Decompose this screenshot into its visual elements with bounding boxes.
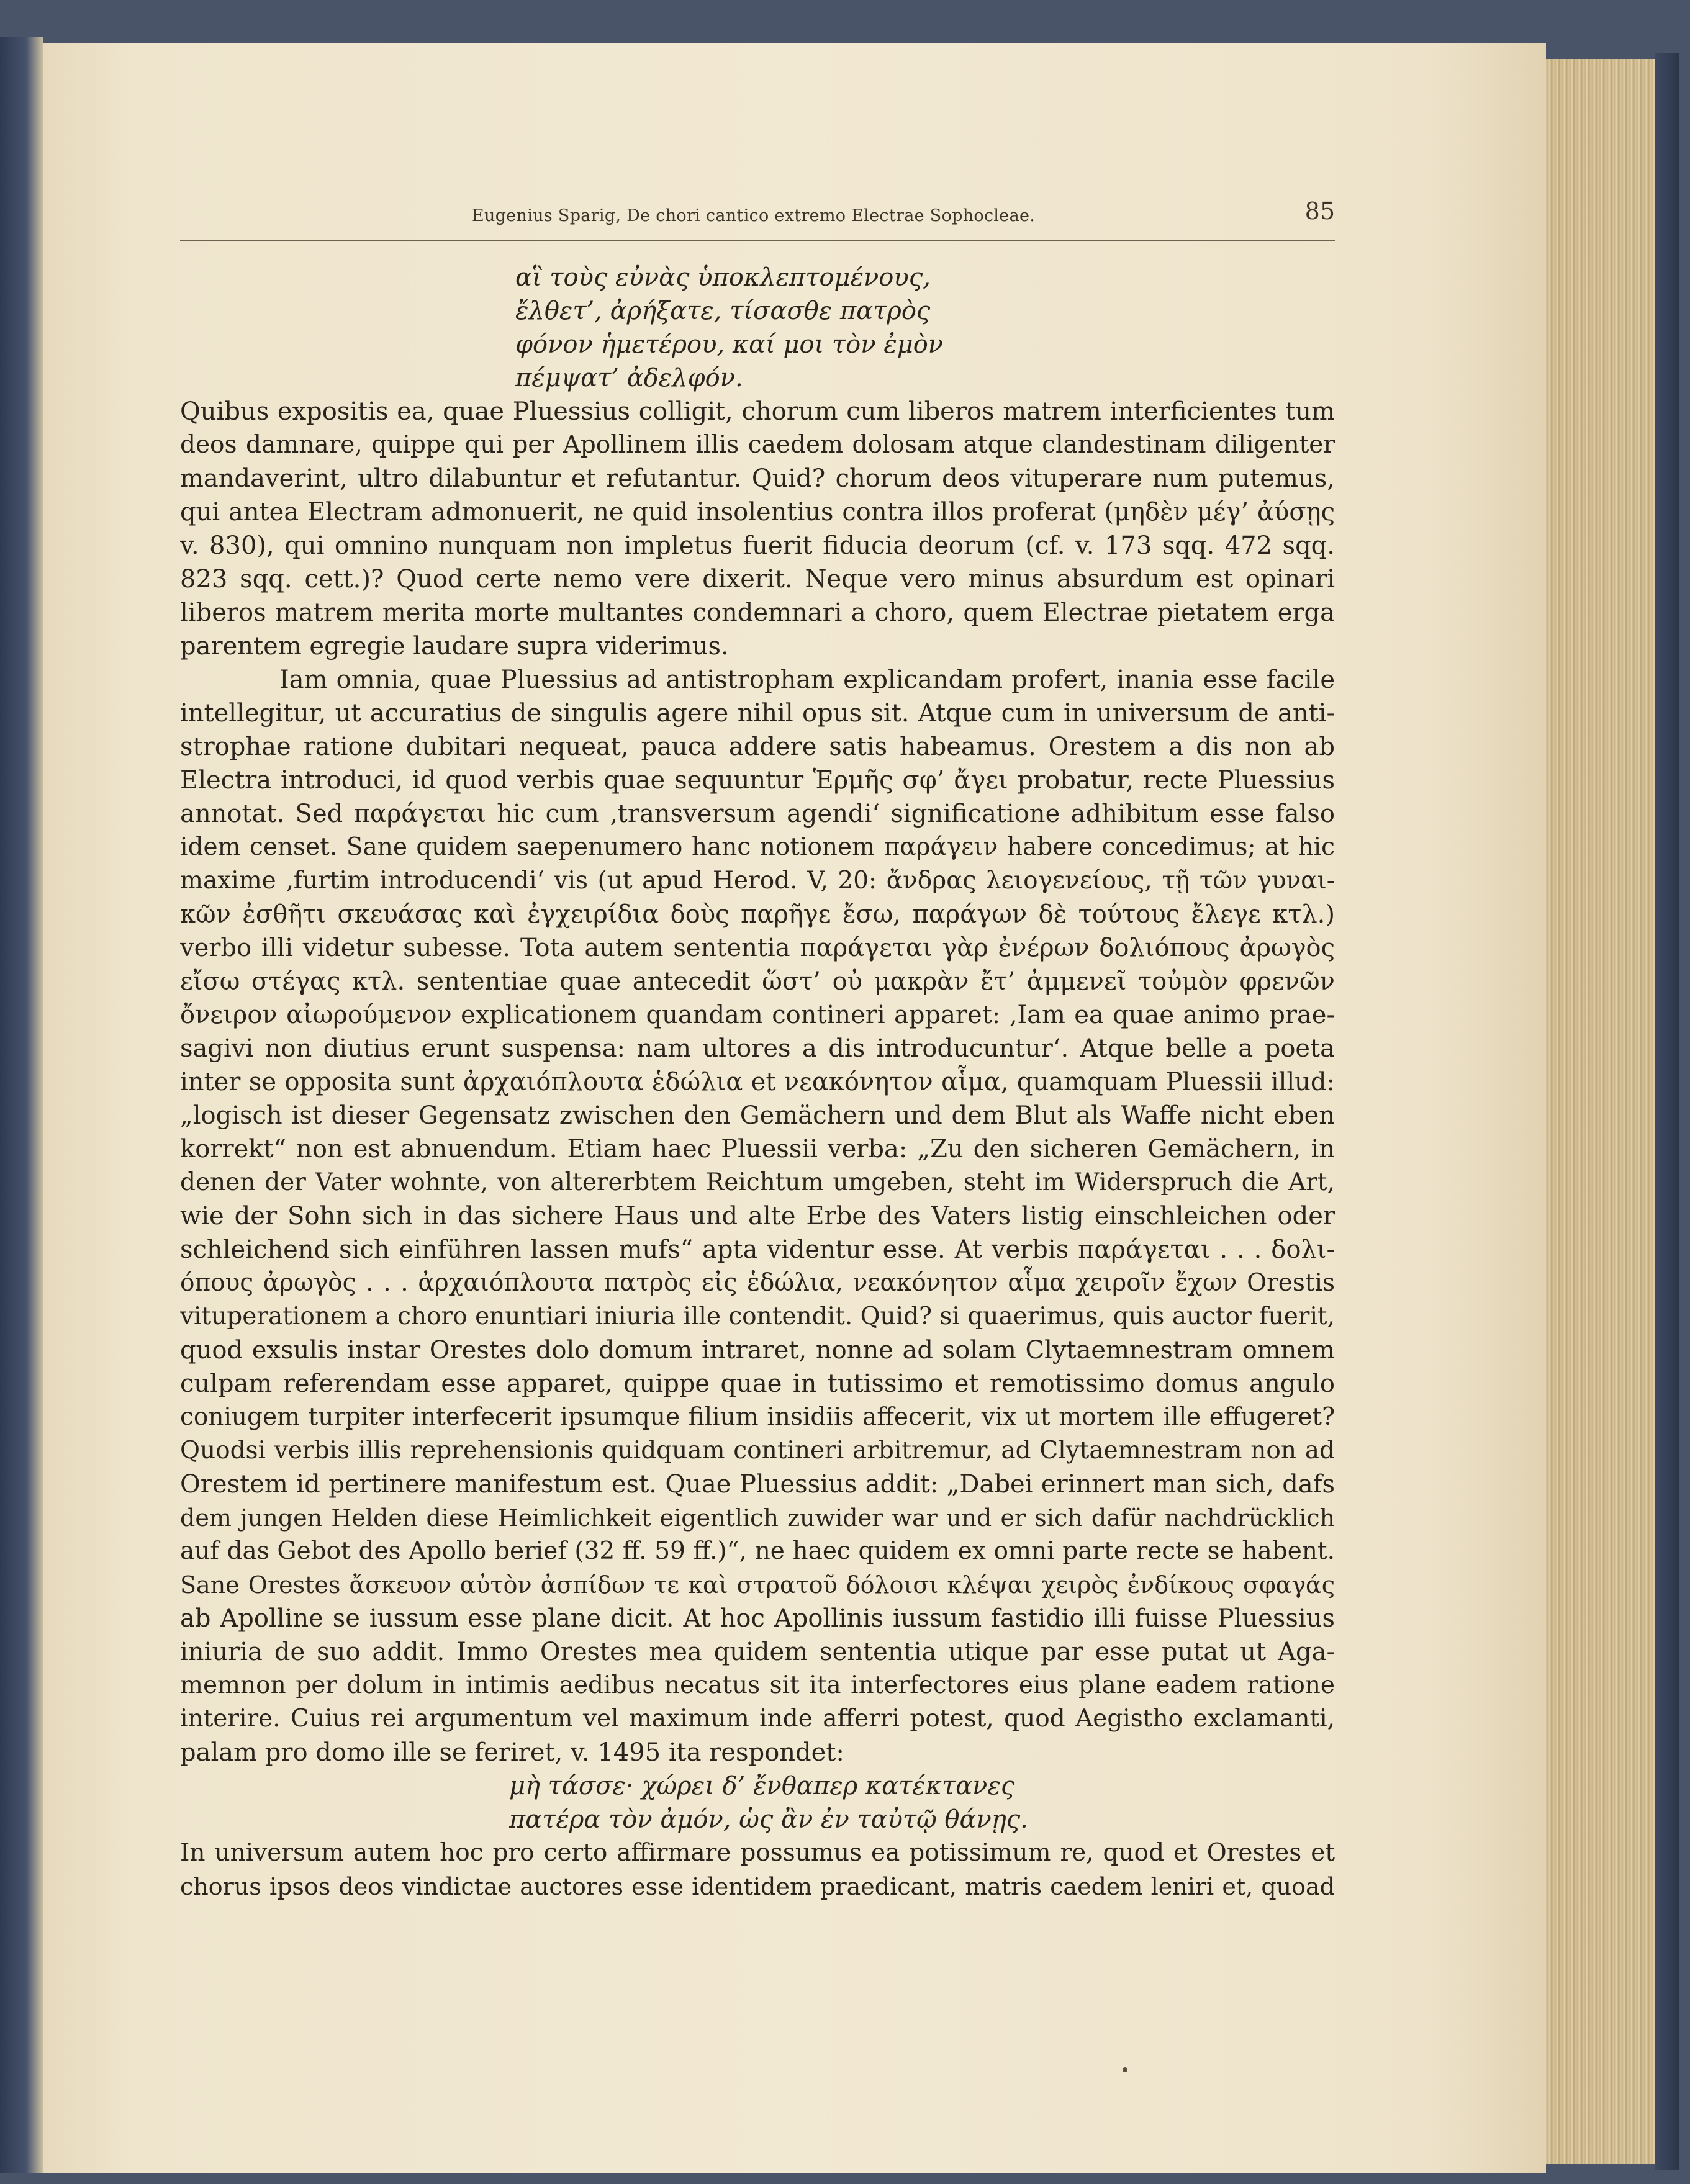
verse-line: μὴ τάσσε· χώρει δ’ ἔνθαπερ κατέκτανες — [509, 1772, 1015, 1800]
text-line: deos damnare, quippe qui per Apollinem illis caedem dolosam atque clandestinam diligenter — [180, 431, 1335, 459]
ink-speck — [1123, 2067, 1127, 2072]
verse-line: πατέρα τὸν ἀμόν, ὡς ἂν ἐν ταὐτῷ θάνῃς. — [509, 1805, 1028, 1834]
text-line: annotat. Sed παράγεται hic cum ‚transversum agendi‘ significatione adhibitum esse falso — [180, 800, 1335, 828]
text-line: Sane Orestes ἄσκευον αὐτὸν ἀσπίδων τε καὶ στρατοῦ δόλοισι κλέψαι χειρὸς ἐνδίκους σφαγάς — [180, 1571, 1335, 1599]
greek-verse-quote — [180, 261, 1335, 395]
page-header — [180, 197, 1335, 235]
text-line: Quibus expositis ea, quae Pluessius colligit, chorum cum liberos matrem interficientes tum — [180, 397, 1335, 426]
text-line: dem jungen Helden diese Heimlichkeit eigentlich zuwider war und er sich dafür nachdrücklich — [180, 1504, 1335, 1532]
text-line: 823 sqq. cett.)? Quod certe nemo vere dixerit. Neque vero minus absurdum est opinari — [180, 565, 1335, 593]
text-line: intellegitur, ut accuratius de singulis agere nihil opus sit. Atque cum in universum de anti- — [180, 699, 1335, 728]
text-line: chorus ipsos deos vindictae auctores esse identidem praedicant, matris caedem leniri et, quoad — [180, 1873, 1335, 1900]
text-line: mandaverint, ultro dilabuntur et refutantur. Quid? chorum deos vituperare num putemus, — [180, 464, 1335, 493]
text-line: Iam omnia, quae Pluessius ad antistropham explicandam profert, inania esse facile — [279, 666, 1335, 694]
text-line: culpam referendam esse apparet, quippe quae in tutissimo et remotissimo domus angulo — [180, 1370, 1335, 1398]
text-line: memnon per dolum in intimis aedibus necatus sit ita interfectores eius plane eadem ratione — [180, 1671, 1335, 1699]
page-block-edges — [1546, 59, 1655, 2164]
header-rule — [180, 240, 1335, 241]
text-line: όπους ἀρωγὸς . . . ἀρχαιόπλουτα πατρὸς εἰς ἑδώλια, νεακόνητον αἷμα χειροῖν ἔχων Orestis — [180, 1269, 1335, 1297]
text-line: maxime ‚furtim introducendi‘ vis (ut apud Herod. V, 20: ἄνδρας λειογενείους, τῇ τῶν γυναι- — [180, 867, 1335, 895]
text-line: Quodsi verbis illis reprehensionis quidquam contineri arbitremur, ad Clytaemnestram non ad — [180, 1437, 1335, 1464]
text-line: schleichend sich einführen lassen mufs“ apta videntur esse. At verbis παράγεται . . . δολι- — [180, 1235, 1335, 1264]
text-line: coniugem turpiter interfecerit ipsumque filium insidiis affecerit, vix ut mortem ille effugeret? — [180, 1403, 1335, 1431]
text-line: idem censet. Sane quidem saepenumero hanc notionem παράγειν habere concedimus; at hic — [180, 833, 1335, 861]
text-line: strophae ratione dubitari nequeat, pauca addere satis habeamus. Orestem a dis non ab — [180, 733, 1335, 761]
text-line: korrekt“ non est abnuendum. Etiam haec Pluessii verba: „Zu den sicheren Gemächern, in — [180, 1135, 1335, 1163]
text-line: In universum autem hoc pro certo affirmare possumus ea potissimum re, quod et Orestes et — [180, 1839, 1335, 1867]
verse-line: φόνον ἡμετέρου, καί μοι τὸν ἐμὸν — [515, 330, 944, 359]
text-line: κῶν ἐσθῆτι σκευάσας καὶ ἐγχειρίδια δοὺς παρῆγε ἔσω, παράγων δὲ τούτους ἔλεγε κτλ.) — [180, 900, 1335, 929]
text-line: denen der Vater wohnte, von altererbtem Reichtum umgeben, steht im Widerspruch die Art, — [180, 1168, 1335, 1196]
text-line: εἴσω στέγας κτλ. sententiae quae antecedit ὥστ’ οὐ μακρὰν ἔτ’ ἀμμενεῖ τοὐμὸν φρενῶν — [180, 967, 1335, 996]
page-body — [180, 261, 1335, 1903]
text-line: auf das Gebot des Apollo berief (32 ff. 59 ff.)“, ne haec quidem ex omni parte recte se habent. — [180, 1537, 1335, 1565]
text-line: ab Apolline se iussum esse plane dicit. At hoc Apollinis iussum fastidio illi fuisse Pluessius — [180, 1604, 1335, 1633]
running-head: Eugenius Sparig, De chori cantico extremo Electrae Sophocleae. — [472, 206, 1036, 225]
verse-line: πέμψατ’ ἀδελφόν. — [515, 364, 743, 392]
verse-line: ἔλθετ’, ἀρήξατε, τίσασθε πατρὸς — [515, 297, 931, 325]
text-line: verbo illi videtur subesse. Tota autem sententia παράγεται γὰρ ἐνέρων δολιόπους ἀρωγὸς — [180, 934, 1335, 962]
text-line: liberos matrem merita morte multantes condemnari a choro, quem Electrae pietatem erga — [180, 598, 1335, 627]
greek-verse-quote-2 — [180, 1769, 1335, 1836]
verse-line: αἳ τοὺς εὐνὰς ὑποκλεπτομένους, — [515, 263, 931, 292]
text-line: inter se opposita sunt ἀρχαιόπλουτα ἑδώλια et νεακόνητον αἷμα, quamquam Pluessii illud: — [180, 1068, 1335, 1096]
text-line: vituperationem a choro enuntiari iniuria ille contendit. Quid? si quaerimus, quis auctor fuerit, — [180, 1302, 1335, 1330]
text-line: iniuria de suo addit. Immo Orestes mea quidem sententia utique par esse putat ut Aga- — [180, 1638, 1335, 1666]
text-line: v. 830), qui omnino nunquam non impletus fuerit fiducia deorum (cf. v. 173 sqq. 472 sqq. — [180, 531, 1335, 560]
book-cover-edge — [0, 37, 43, 2173]
text-line: Orestem id pertinere manifestum est. Quae Pluessius addit: „Dabei erinnert man sich, dafs — [180, 1470, 1335, 1499]
text-line: ὄνειρον αἰωρούμενον explicationem quandam contineri apparet: ‚Iam ea quae animo prae- — [180, 1001, 1335, 1029]
paragraph-3 — [180, 1836, 1335, 1903]
page-number: 85 — [1304, 197, 1335, 225]
paragraph-2 — [180, 663, 1335, 1769]
text-line: wie der Sohn sich in das sichere Haus und alte Erbe des Vaters listig einschleichen oder — [180, 1202, 1335, 1230]
text-line: „logisch ist dieser Gegensatz zwischen den Gemächern und dem Blut als Waffe nicht eben — [180, 1101, 1335, 1130]
text-line: sagivi non diutius erunt suspensa: nam ultores a dis introducuntur‘. Atque belle a poeta — [180, 1034, 1335, 1063]
text-line: quod exsulis instar Orestes dolo domum intraret, nonne ad solam Clytaemnestram omnem — [180, 1336, 1335, 1365]
text-line: palam pro domo ille se feriret, v. 1495 ita respondet: — [180, 1738, 844, 1767]
text-line: parentem egregie laudare supra viderimus. — [180, 632, 729, 661]
paragraph-1 — [180, 395, 1335, 663]
text-line: Electra introduci, id quod verbis quae sequuntur Ἑρμῆς σφ’ ἄγει probatur, recte Pluessius — [180, 766, 1335, 795]
text-line: qui antea Electram admonuerit, ne quid insolentius contra illos proferat (μηδὲν μέγ’ ἀύσῃς — [180, 498, 1335, 526]
text-line: interire. Cuius rei argumentum vel maximum inde afferri potest, quod Aegistho exclamanti, — [180, 1705, 1335, 1733]
